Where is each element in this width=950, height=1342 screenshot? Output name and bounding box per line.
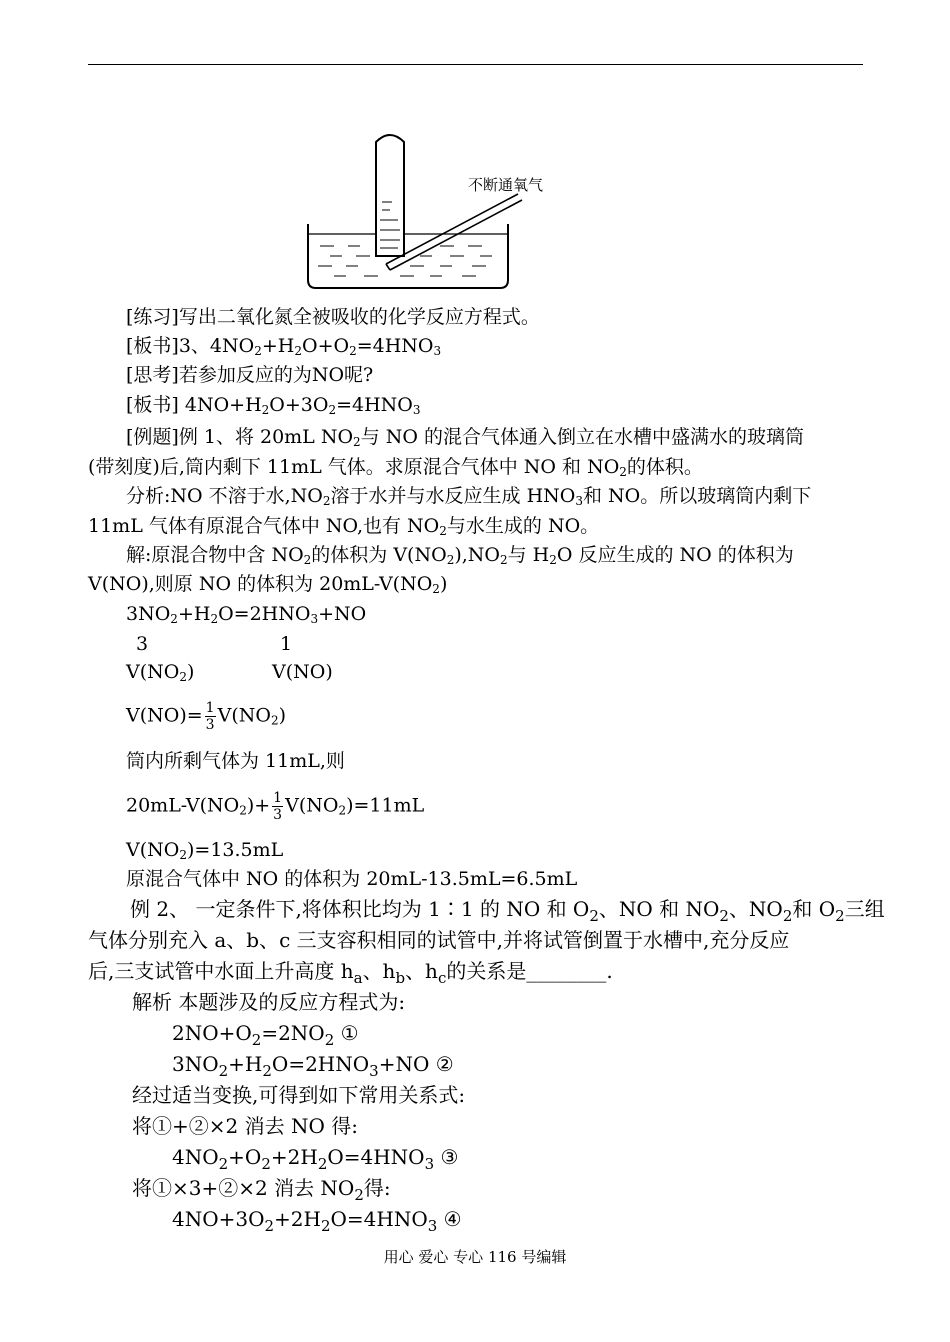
- figure-label: 不断通氧气: [468, 176, 544, 194]
- text-line: 将①+②×2 消去 NO 得:: [132, 1114, 358, 1138]
- text-line: 后,三支试管中水面上升高度 $h_a$、$h_b$、$h_c$的关系是________.: [88, 959, 613, 987]
- text-line: 将①×3+②×2 消去 $NO_2$得:: [132, 1176, 391, 1204]
- text-line: 原混合气体中 NO 的体积为 20mL-13.5mL=6.5mL: [126, 868, 578, 890]
- text-line: 解:原混合物中含 $NO_2$的体积为 $V(NO_2),NO_2$与 $H_2O$ 反应生成的 NO 的体积为: [126, 544, 794, 567]
- text-line: V(NO),则原 NO 的体积为 $20mL-V(NO_2)$: [88, 573, 448, 596]
- equation-line: $3NO_2+H_2O=2HNO_3+NO$: [126, 603, 367, 626]
- equation-line: $4NO+3O_2+2H_2O=4HNO_3$ ④: [172, 1207, 462, 1235]
- volume-label: $V(NO_2)$: [126, 661, 195, 684]
- text-line: [板书] $4NO+H_2O+3O_2=4HNO_3$: [126, 394, 421, 417]
- text-line: 例 2、 一定条件下,将体积比均为 1∶1 的 NO 和 $O_2$、NO 和 $NO_2$、$NO_2$和 $O_2$三组: [130, 897, 885, 925]
- text-line: 分析:NO 不溶于水$,NO_2$溶于水并与水反应生成 $HNO_3$和 NO。所以玻璃筒内剩下: [126, 485, 812, 508]
- text-line: 解析 本题涉及的反应方程式为:: [132, 990, 406, 1014]
- equation-line: $3NO_2+H_2O=2HNO_3+NO$ ②: [172, 1052, 454, 1080]
- text-line: [板书]3、$4NO_2+H_2O+O_2=4HNO_3$: [126, 335, 442, 358]
- text-line: 筒内所剩气体为 11mL,则: [126, 750, 345, 772]
- text-line: 11mL 气体有原混合气体中 NO,也有 $NO_2$与水生成的 NO。: [88, 515, 600, 538]
- equation-line: $20mL-V(NO_2)+$ $\frac{1}{3}$ $V(NO_2)=11mL$: [126, 790, 425, 823]
- equation-line: V(NO)= $\frac{1}{3}$ $V(NO_2)$: [126, 700, 286, 733]
- text-line: [思考]若参加反应的为NO呢?: [126, 364, 374, 386]
- text-line: (带刻度)后,筒内剩下 11mL 气体。求原混合气体中 NO 和 $NO_2$的体积。: [88, 456, 703, 479]
- apparatus-figure: [290, 128, 560, 292]
- header-rule: [88, 64, 863, 65]
- text-line: 经过适当变换,可得到如下常用关系式:: [132, 1083, 466, 1107]
- equation-line: $4NO_2+O_2+2H_2O=4HNO_3$ ③: [172, 1145, 459, 1173]
- coefficient: 3: [136, 633, 149, 655]
- coefficient: 1: [280, 633, 293, 655]
- text-line: [练习]写出二氧化氮全被吸收的化学反应方程式。: [126, 306, 540, 328]
- text-line: [例题]例 1、将 20mL $NO_2$与 NO 的混合气体通入倒立在水槽中盛满水的玻璃筒: [126, 426, 804, 449]
- fraction: $\frac{1}{3}$: [273, 790, 283, 823]
- equation-line: $V(NO_2)=13.5mL$: [126, 839, 284, 862]
- fraction: $\frac{1}{3}$: [205, 700, 215, 733]
- equation-line: $2NO+O_2=2NO_2$ ①: [172, 1021, 359, 1049]
- volume-label: V(NO): [272, 661, 333, 683]
- text-line: 气体分别充入 a、b、c 三支容积相同的试管中,并将试管倒置于水槽中,充分反应: [88, 928, 790, 952]
- page-footer: 用心 爱心 专心 116 号编辑: [383, 1248, 567, 1266]
